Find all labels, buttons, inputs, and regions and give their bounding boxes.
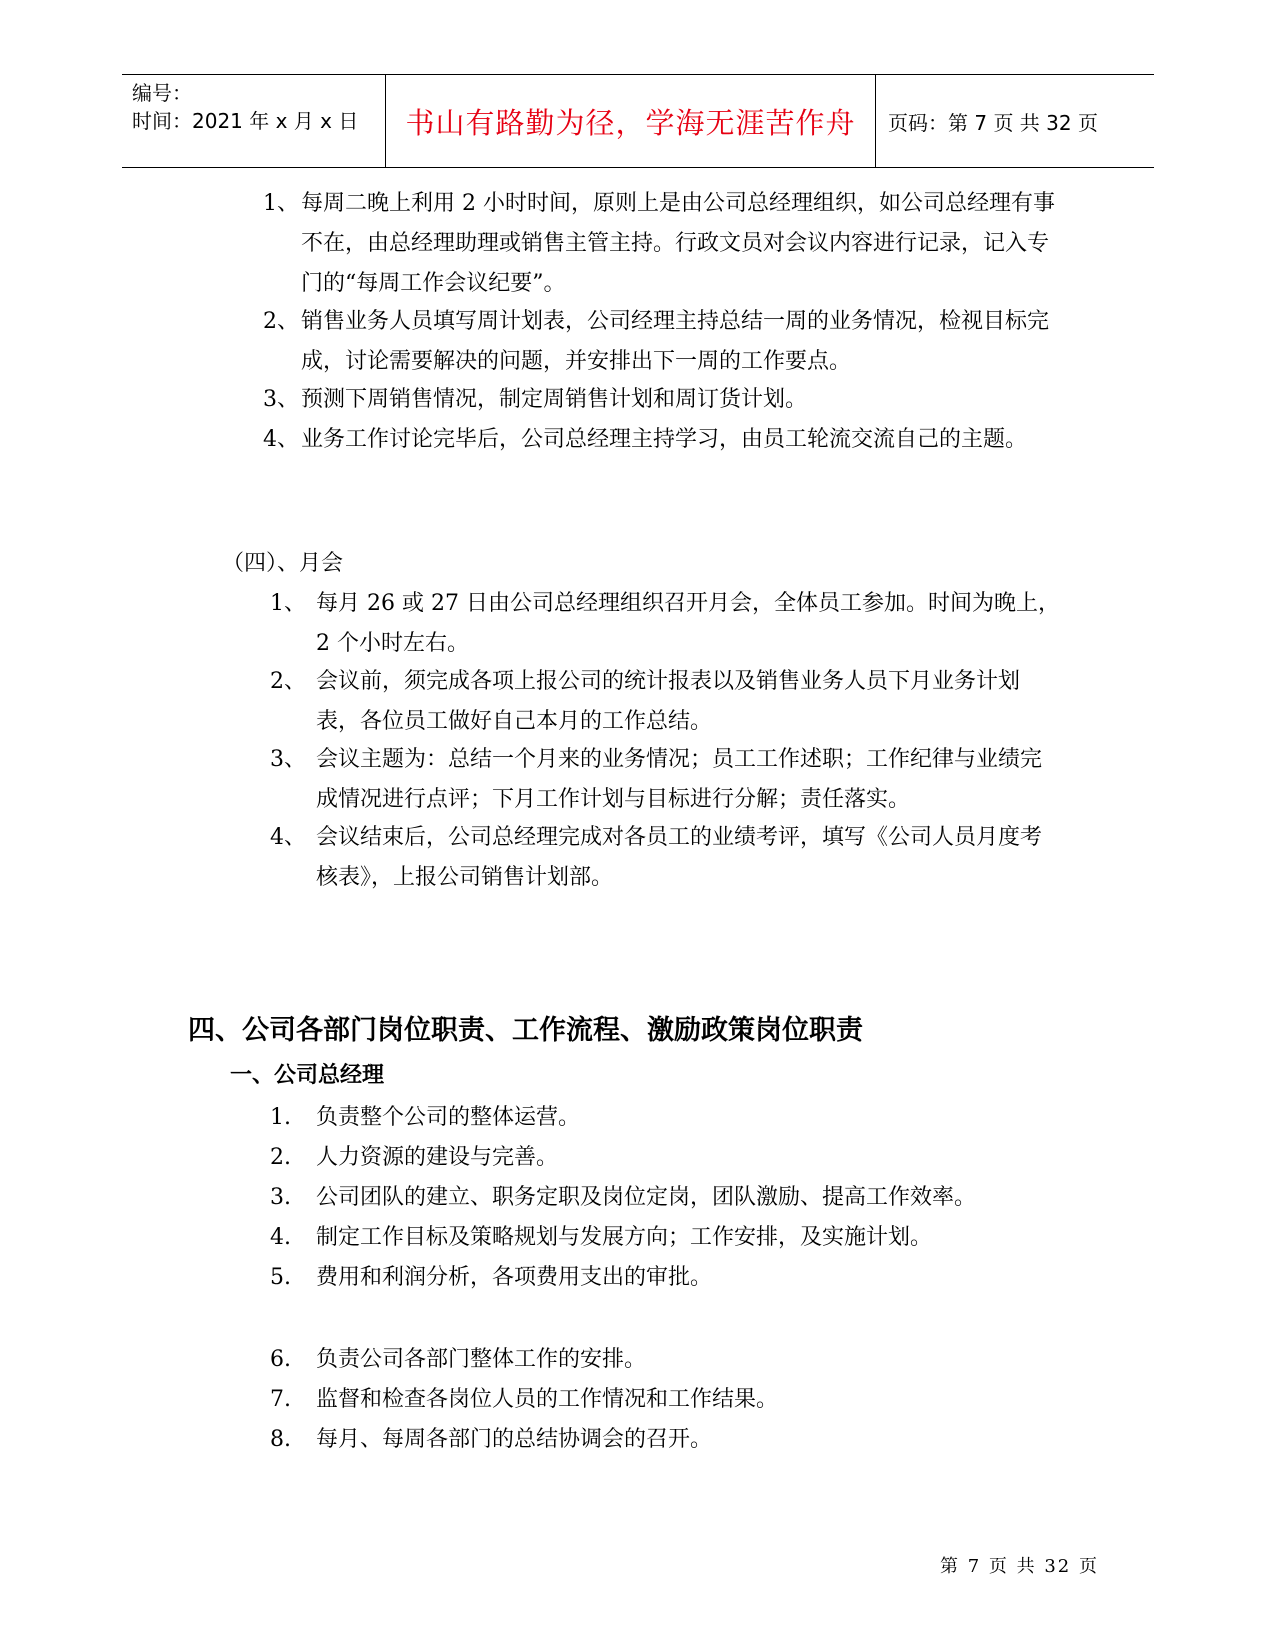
list-item-number: 2. [270, 1145, 291, 1170]
list-item-text: 制定工作目标及策略规划与发展方向；工作安排，及实施计划。 [316, 1225, 933, 1250]
list-item [270, 584, 1063, 664]
header-meta [122, 75, 386, 167]
list-item [270, 662, 1063, 742]
header-number-label: 编号： [132, 81, 192, 105]
list-item [270, 1340, 1090, 1380]
list-item [270, 1258, 1090, 1298]
list-item-number: 4、 [263, 427, 299, 452]
list-item-number: 2、 [263, 309, 299, 334]
list-item-text: 公司团队的建立、职务定职及岗位定岗，团队激励、提高工作效率。 [316, 1185, 977, 1210]
list-item-number: 2、 [270, 669, 306, 694]
list-item-text: 负责整个公司的整体运营。 [316, 1105, 581, 1130]
list-item-text: 每月、每周各部门的总结协调会的召开。 [316, 1427, 713, 1452]
list-item-text: 每周二晚上利用 2 小时时间，原则上是由公司总经理组织，如公司总经理有事不在，由总经理助理或销售主管主持。行政文员对会议内容进行记录，记入专门的“每周工作会议纪要”。 [301, 191, 1055, 296]
list-item-text: 每月 26 或 27 日由公司总经理组织召开月会，全体员工参加。时间为晚上，2 个小时左右。 [316, 591, 1060, 656]
list-item-text: 会议结束后，公司总经理完成对各员工的业绩考评，填写《公司人员月度考核表》，上报公司销售计划部。 [316, 825, 1043, 890]
list-item [270, 1138, 1090, 1178]
list-item [270, 740, 1063, 820]
section-heading: 四、公司各部门岗位职责、工作流程、激励政策岗位职责 [188, 1015, 863, 1046]
list-item-text: 业务工作讨论完毕后，公司总经理主持学习，由员工轮流交流自己的主题。 [301, 427, 1028, 452]
list-item-number: 8. [270, 1427, 291, 1452]
list-item [270, 818, 1063, 898]
header-motto: 书山有路勤为径，学海无涯苦作舟 [386, 75, 876, 167]
list-item-number: 4. [270, 1225, 291, 1250]
subsection-heading: 一、公司总经理 [230, 1063, 385, 1088]
list-item [270, 1218, 1090, 1258]
list-item-number: 1、 [270, 591, 306, 616]
list-item-number: 1. [270, 1105, 291, 1130]
list-item-number: 1、 [263, 191, 299, 216]
list-item [263, 184, 1063, 304]
page-footer: 第 7 页 共 32 页 [940, 1556, 1099, 1577]
list-item-number: 7. [270, 1387, 291, 1412]
list-item [270, 1178, 1090, 1218]
list-item [270, 1380, 1090, 1420]
list-item-number: 6. [270, 1347, 291, 1372]
header-page-label: 页码：第 7 页 共 32 页 [888, 110, 1098, 135]
list-item-text: 负责公司各部门整体工作的安排。 [316, 1347, 647, 1372]
list-item-text: 费用和利润分析，各项费用支出的审批。 [316, 1265, 713, 1290]
list-item [263, 420, 1063, 460]
monthly-meeting-title: （四）、月会 [222, 551, 344, 576]
list-item-number: 5. [270, 1265, 291, 1290]
list-item-text: 销售业务人员填写周计划表，公司经理主持总结一周的业务情况，检视目标完成，讨论需要解决的问题，并安排出下一周的工作要点。 [301, 309, 1050, 374]
header-time-label: 时间：2021 年 x 月 x 日 [132, 109, 359, 133]
list-item-number: 3、 [263, 387, 299, 412]
list-item [270, 1098, 1090, 1138]
list-item-text: 监督和检查各岗位人员的工作情况和工作结果。 [316, 1387, 779, 1412]
list-item-text: 会议主题为：总结一个月来的业务情况；员工工作述职；工作纪律与业绩完成情况进行点评；下月工作计划与目标进行分解；责任落实。 [316, 747, 1043, 812]
list-item-number: 3、 [270, 747, 306, 772]
list-item [270, 1420, 1090, 1460]
list-item-text: 人力资源的建设与完善。 [316, 1145, 559, 1170]
list-item [263, 380, 1063, 420]
list-item-text: 预测下周销售情况，制定周销售计划和周订货计划。 [301, 387, 808, 412]
list-item-number: 4、 [270, 825, 306, 850]
list-item-text: 会议前，须完成各项上报公司的统计报表以及销售业务人员下月业务计划表，各位员工做好自己本月的工作总结。 [316, 669, 1021, 734]
list-item-number: 3. [270, 1185, 291, 1210]
list-item [263, 302, 1063, 382]
document-header [122, 74, 1154, 168]
